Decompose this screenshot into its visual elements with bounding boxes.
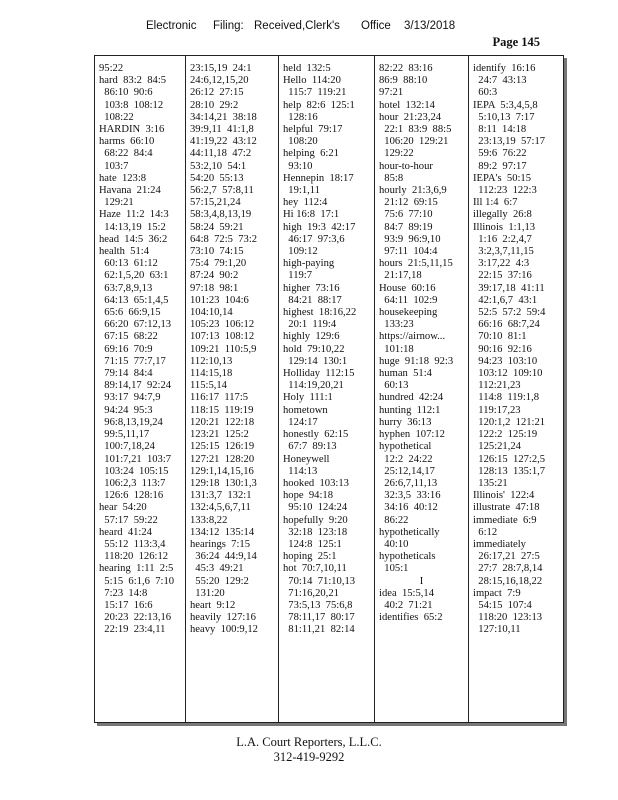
index-entry: 131:3,7 132:1 [190, 490, 252, 502]
index-entry: 84:21 88:17 [283, 294, 342, 306]
index-entry: 82:22 83:16 [379, 63, 433, 74]
index-entry: Hi 16:8 17:1 [283, 209, 340, 221]
index-entry: illegally 26:8 [473, 209, 532, 221]
index-entry: HARDIN 3:16 [99, 124, 165, 136]
index-entry: 8:11 14:18 [473, 124, 527, 136]
index-entry: 62:1,5,20 63:1 [99, 270, 169, 282]
index-entry: 118:20 126:12 [99, 551, 169, 563]
index-entry: 96:8,13,19,24 [99, 416, 163, 428]
header-date: 3/13/2018 [404, 20, 456, 32]
index-entry: hourly 21:3,6,9 [379, 185, 447, 197]
index-entry: 94:24 95:3 [99, 404, 153, 416]
index-entry: 93:17 94:7,9 [99, 392, 161, 404]
index-entry: Havana 21:24 [99, 185, 161, 197]
index-entry: 87:24 90:2 [190, 270, 239, 282]
index-entry: 97:18 98:1 [190, 282, 239, 294]
index-entry: 5:10,13 7:17 [473, 111, 535, 123]
index-entry: 101:23 104:6 [190, 294, 249, 306]
index-entry: hearing 1:11 2:5 [99, 563, 174, 575]
index-column-3 [278, 56, 374, 722]
index-entry: heavily 127:16 [190, 612, 256, 624]
index-entry: 22:1 83:9 88:5 [379, 124, 452, 136]
index-entry: 103:12 109:10 [473, 368, 543, 380]
index-entry: 66:16 68:7,24 [473, 319, 540, 331]
index-entry: 94:23 103:10 [473, 355, 538, 367]
index-entry: 90:16 92:16 [473, 343, 532, 355]
index-entry: 112:21,23 [473, 380, 521, 392]
index-entry: idea 15:5,14 [379, 587, 435, 599]
index-entry: 55:12 113:3,4 [99, 538, 166, 550]
index-entry: 108:22 [99, 111, 134, 123]
index-entry: 60:13 61:12 [99, 258, 158, 270]
index-entry: human 51:4 [379, 368, 432, 380]
index-entry: 123:21 125:2 [190, 429, 249, 441]
index-entry: 97:11 104:4 [379, 246, 438, 258]
index-entry: 23:15,19 24:1 [190, 63, 252, 74]
index-entry: hyphen 107:12 [379, 429, 445, 441]
index-entry: 135:21 [473, 477, 508, 489]
index-entry: https://airnow... [379, 331, 446, 343]
index-entry: high-paying [283, 258, 335, 270]
index-entry: 133:23 [379, 319, 414, 331]
index-entry: 105:1 [379, 563, 409, 575]
index-entry: hot 70:7,10,11 [283, 563, 347, 575]
footer-phone: 312-419-9292 [273, 750, 345, 764]
index-entry: hometown [283, 404, 328, 416]
index-entry: Illinois 1:1,13 [473, 221, 536, 233]
index-entry: immediate 6:9 [473, 514, 537, 526]
index-entry: 24:7 43:13 [473, 75, 527, 87]
index-entry: 95:10 124:24 [283, 502, 348, 514]
index-entry: hour 21:23,24 [379, 111, 442, 123]
index-entry: 64:13 65:1,4,5 [99, 294, 169, 306]
index-entry: Illinois' 122:4 [473, 490, 535, 502]
index-entry: 45:3 49:21 [190, 563, 244, 575]
index-entry: 60:13 [379, 380, 409, 392]
index-entry: Haze 11:2 14:3 [99, 209, 169, 221]
index-entry: 34:14,21 38:18 [190, 111, 257, 123]
index-entry: I [419, 575, 424, 587]
index-entry: Hennepin 18:17 [283, 172, 354, 184]
index-entry: hour-to-hour [379, 160, 433, 172]
index-entry: hold 79:10,22 [283, 343, 345, 355]
index-column-2 [185, 56, 278, 722]
index-entry: 126:6 128:16 [99, 490, 164, 502]
index-entry: higher 73:16 [283, 282, 340, 294]
index-entry: housekeeping [379, 307, 438, 319]
index-entry: 64:8 72:5 73:2 [190, 233, 258, 245]
header-received: Received,Clerk's [254, 20, 340, 32]
index-entry: 3:17,22 4:3 [473, 258, 530, 270]
index-entry: 28:10 29:2 [190, 99, 239, 111]
index-entry: 25:12,14,17 [379, 465, 435, 477]
index-entry: House 60:16 [379, 282, 436, 294]
index-entry: Holy 111:1 [283, 392, 333, 404]
index-entry: 1:16 2:2,4,7 [473, 233, 532, 245]
index-entry: health 51:4 [99, 246, 150, 258]
index-entry: 46:17 97:3,6 [283, 233, 345, 245]
index-entry: 97:21 [379, 87, 404, 99]
index-entry: 86:9 88:10 [379, 75, 428, 87]
index-entry: immediately [473, 538, 526, 550]
index-entry: 128:13 135:1,7 [473, 465, 546, 477]
index-entry: 27:7 28:7,8,14 [473, 563, 543, 575]
index-entry: 106:20 129:21 [379, 136, 449, 148]
word-index-panel [94, 55, 564, 723]
index-entry: 39:17,18 41:11 [473, 282, 545, 294]
index-entry: highly 129:6 [283, 331, 340, 343]
index-entry: hundred 42:24 [379, 392, 444, 404]
index-entry: 126:15 127:2,5 [473, 453, 546, 465]
index-entry: 114:13 [283, 465, 318, 477]
index-entry: 22:19 23:4,11 [99, 624, 166, 636]
index-entry: 79:14 84:4 [99, 368, 153, 380]
index-entry: 5:15 6:1,6 7:10 [99, 575, 175, 587]
index-column-5 [468, 56, 563, 722]
index-entry: hope 94:18 [283, 490, 334, 502]
index-entry: 104:10,14 [190, 307, 233, 319]
index-entry: 124:17 [283, 416, 318, 428]
index-entry: 129:1,14,15,16 [190, 465, 254, 477]
index-entry: hard 83:2 84:5 [99, 75, 167, 87]
index-entry: 101:7,21 103:7 [99, 453, 172, 465]
index-column-1 [95, 56, 185, 722]
index-entry: 129:22 [379, 148, 414, 160]
index-entry: 57:15,21,24 [190, 197, 241, 209]
index-entry: 44:11,18 47:2 [190, 148, 252, 160]
index-entry: 103:7 [99, 160, 129, 172]
filing-header [0, 20, 618, 36]
index-entry: hooked 103:13 [283, 477, 349, 489]
index-entry: 127:21 128:20 [190, 453, 255, 465]
index-entry: 114:15,18 [190, 368, 233, 380]
index-entry: 109:12 [283, 246, 318, 258]
index-entry: 7:23 14:8 [99, 587, 148, 599]
index-entry: 58:3,4,8,13,19 [190, 209, 252, 221]
header-filing: Filing: [213, 20, 244, 32]
index-entry: 64:11 102:9 [379, 294, 438, 306]
index-entry: 71:15 77:7,17 [99, 355, 166, 367]
index-entry: IEPA's 50:15 [473, 172, 532, 184]
index-entry: 71:16,20,21 [283, 587, 339, 599]
index-entry: 32:3,5 33:16 [379, 490, 441, 502]
index-entry: helpful 79:17 [283, 124, 343, 136]
index-entry: 19:1,11 [283, 185, 320, 197]
index-entry: hey 112:4 [283, 197, 328, 209]
index-entry: identify 16:16 [473, 63, 536, 74]
index-entry: heavy 100:9,12 [190, 624, 258, 636]
footer-company: L.A. Court Reporters, L.L.C. [236, 735, 382, 749]
index-entry: 129:21 [99, 197, 134, 209]
index-entry: 115:7 119:21 [283, 87, 347, 99]
index-entry: 34:16 40:12 [379, 502, 438, 514]
index-entry: Holliday 112:15 [283, 368, 355, 380]
index-entry: 22:15 37:16 [473, 270, 532, 282]
index-entry: 54:20 55:13 [190, 172, 244, 184]
index-entry: hypothetically [379, 526, 440, 538]
index-entry: 21:12 69:15 [379, 197, 438, 209]
index-entry: 124:8 125:1 [283, 538, 342, 550]
index-entry: high 19:3 42:17 [283, 221, 356, 233]
index-entry: 101:18 [379, 343, 414, 355]
index-entry: 129:18 130:1,3 [190, 477, 257, 489]
index-entry: held 132:5 [283, 63, 331, 74]
index-column-4 [374, 56, 468, 722]
header-office: Office [361, 20, 391, 32]
index-entry: 14:13,19 15:2 [99, 221, 166, 233]
index-entry: 55:20 129:2 [190, 575, 249, 587]
index-entry: illustrate 47:18 [473, 502, 540, 514]
index-entry: 54:15 107:4 [473, 599, 532, 611]
index-entry: 109:21 110:5,9 [190, 343, 257, 355]
index-entry: heart 9:12 [190, 599, 236, 611]
index-entry: 39:9,11 41:1,8 [190, 124, 254, 136]
index-entry: 58:24 59:21 [190, 221, 244, 233]
index-entry: 103:24 105:15 [99, 465, 169, 477]
index-entry: help 82:6 125:1 [283, 99, 355, 111]
page-number: Page 145 [492, 35, 540, 49]
index-entry: 68:22 84:4 [99, 148, 153, 160]
index-entry: 114:19,20,21 [283, 380, 344, 392]
index-entry: 132:4,5,6,7,11 [190, 502, 251, 514]
index-entry: 26:17,21 27:5 [473, 551, 540, 563]
index-entry: 42:1,6,7 43:1 [473, 294, 538, 306]
index-entry: Hello 114:20 [283, 75, 341, 87]
index-entry: 60:3 [473, 87, 498, 99]
header-electronic: Electronic [146, 20, 197, 32]
index-entry: 84:7 89:19 [379, 221, 433, 233]
index-entry: 20:1 119:4 [283, 319, 337, 331]
index-entry: 70:10 81:1 [473, 331, 527, 343]
index-entry: 67:7 89:13 [283, 441, 337, 453]
index-entry: 93:10 [283, 160, 313, 172]
index-entry: hypothetical [379, 441, 432, 453]
index-entry: 127:10,11 [473, 624, 521, 636]
index-entry: huge 91:18 92:3 [379, 355, 454, 367]
index-entry: hopefully 9:20 [283, 514, 348, 526]
index-entry: 131:20 [190, 587, 225, 599]
index-entry: Ill 1:4 6:7 [473, 197, 518, 209]
index-entry: 23:13,19 57:17 [473, 136, 546, 148]
index-entry: 89:14,17 92:24 [99, 380, 172, 392]
index-entry: 66:20 67:12,13 [99, 319, 172, 331]
index-entry: 114:8 119:1,8 [473, 392, 540, 404]
index-entry: impact 7:9 [473, 587, 521, 599]
index-entry: harms 66:10 [99, 136, 155, 148]
index-entry: hoping 25:1 [283, 551, 337, 563]
index-entry: head 14:5 36:2 [99, 233, 168, 245]
index-entry: hear 54:20 [99, 502, 147, 514]
index-entry: 89:2 97:17 [473, 160, 527, 172]
index-entry: hate 123:8 [99, 172, 147, 184]
index-entry: 134:12 135:14 [190, 526, 255, 538]
index-entry: helping 6:21 [283, 148, 339, 160]
index-entry: 122:2 125:19 [473, 429, 538, 441]
index-entry: 75:4 79:1,20 [190, 258, 247, 270]
index-entry: 28:15,16,18,22 [473, 575, 543, 587]
index-entry: 107:13 108:12 [190, 331, 255, 343]
index-entry: 125:21,24 [473, 441, 521, 453]
index-entry: 81:11,21 82:14 [283, 624, 355, 636]
index-entry: highest 18:16,22 [283, 307, 357, 319]
index-entry: 100:7,18,24 [99, 441, 155, 453]
index-entry: 70:14 71:10,13 [283, 575, 356, 587]
index-entry: 73:10 74:15 [190, 246, 244, 258]
index-entry: IEPA 5:3,4,5,8 [473, 99, 538, 111]
index-entry: 65:6 66:9,15 [99, 307, 161, 319]
index-entry: identifies 65:2 [379, 612, 443, 624]
index-entry: hours 21:5,11,15 [379, 258, 453, 270]
index-entry: 120:21 122:18 [190, 416, 255, 428]
index-entry: 32:18 123:18 [283, 526, 348, 538]
index-entry: 63:7,8,9,13 [99, 282, 153, 294]
index-entry: 12:2 24:22 [379, 453, 433, 465]
index-entry: honestly 62:15 [283, 429, 349, 441]
index-entry: 103:8 108:12 [99, 99, 164, 111]
index-entry: 106:2,3 113:7 [99, 477, 166, 489]
index-entry: 3:2,3,7,11,15 [473, 246, 534, 258]
index-entry: 105:23 106:12 [190, 319, 255, 331]
index-entry: 118:15 119:19 [190, 404, 254, 416]
index-entry: 95:22 [99, 63, 124, 74]
index-entry: hearings 7:15 [190, 538, 251, 550]
index-entry: 93:9 96:9,10 [379, 233, 441, 245]
index-entry: 115:5,14 [190, 380, 227, 392]
index-entry: 20:23 22:13,16 [99, 612, 172, 624]
index-entry: 129:14 130:1 [283, 355, 348, 367]
index-entry: 125:15 126:19 [190, 441, 255, 453]
index-entry: 57:17 59:22 [99, 514, 158, 526]
index-entry: 24:6,12,15,20 [190, 75, 249, 87]
index-entry: 112:23 122:3 [473, 185, 537, 197]
index-entry: hunting 112:1 [379, 404, 441, 416]
index-entry: 26:12 27:15 [190, 87, 244, 99]
index-entry: 108:20 [283, 136, 318, 148]
index-entry: 86:22 [379, 514, 409, 526]
index-entry: 118:20 123:13 [473, 612, 543, 624]
index-entry: 40:10 [379, 538, 409, 550]
index-entry: 86:10 90:6 [99, 87, 153, 99]
index-entry: 119:17,23 [473, 404, 521, 416]
index-entry: 56:2,7 57:8,11 [190, 185, 254, 197]
index-entry: hotel 132:14 [379, 99, 435, 111]
index-entry: 75:6 77:10 [379, 209, 433, 221]
index-entry: 73:5,13 75:6,8 [283, 599, 353, 611]
index-entry: 112:10,13 [190, 355, 233, 367]
index-entry: 116:17 117:5 [190, 392, 249, 404]
index-entry: Honeywell [283, 453, 330, 465]
index-entry: 128:16 [283, 111, 318, 123]
index-entry: 53:2,10 54:1 [190, 160, 247, 172]
index-entry: 41:19,22 43:12 [190, 136, 257, 148]
index-entry: 21:17,18 [379, 270, 422, 282]
index-entry: 120:1,2 121:21 [473, 416, 546, 428]
index-entry: 119:7 [283, 270, 313, 282]
index-entry: 133:8,22 [190, 514, 228, 526]
index-entry: 6:12 [473, 526, 498, 538]
index-entry: 59:6 76:22 [473, 148, 527, 160]
index-entry: 36:24 44:9,14 [190, 551, 257, 563]
index-entry: hurry 36:13 [379, 416, 432, 428]
index-entry: 52:5 57:2 59:4 [473, 307, 546, 319]
index-entry: hypotheticals [379, 551, 436, 563]
index-entry: heard 41:24 [99, 526, 152, 538]
index-entry: 15:17 16:6 [99, 599, 153, 611]
index-entry: 99:5,11,17 [99, 429, 150, 441]
index-entry: 26:6,7,11,13 [379, 477, 438, 489]
index-entry: 78:11,17 80:17 [283, 612, 355, 624]
index-entry: 85:8 [379, 172, 404, 184]
index-entry: 67:15 68:22 [99, 331, 158, 343]
index-entry: 69:16 70:9 [99, 343, 153, 355]
index-entry: 40:2 71:21 [379, 599, 433, 611]
